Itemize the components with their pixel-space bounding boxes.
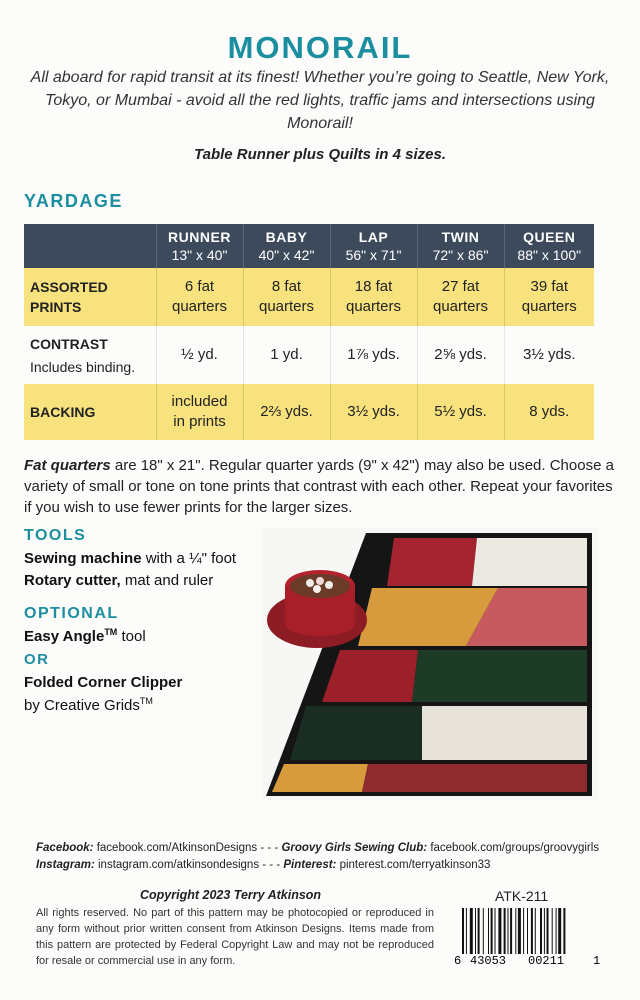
sku-label: ATK-211 xyxy=(495,888,549,904)
barcode-bar xyxy=(552,908,553,954)
barcode-bar xyxy=(475,908,476,954)
barcode-right-digit: 1 xyxy=(593,954,601,966)
barcode-bar xyxy=(518,908,521,954)
column-header: BABY 40" x 42" xyxy=(243,224,330,268)
barcode-bar xyxy=(531,908,533,954)
or-label: OR xyxy=(24,651,50,668)
barcode-left-digit: 6 xyxy=(454,954,462,966)
barcode-bar xyxy=(563,908,565,954)
yardage-table xyxy=(24,224,594,440)
table-runner-photo xyxy=(262,528,598,800)
barcode-bar xyxy=(515,908,516,954)
table-cell: ½ yd. xyxy=(156,326,243,384)
row-header: ASSORTED PRINTS xyxy=(24,268,156,326)
barcode-bar xyxy=(558,908,561,954)
table-cell: 27 fat quarters xyxy=(417,268,504,326)
tool-rotary-cutter: Rotary cutter, mat and ruler xyxy=(24,572,214,589)
facebook-link[interactable]: facebook.com/AtkinsonDesigns - - - xyxy=(93,842,282,854)
barcode-bar xyxy=(495,908,496,954)
table-cell: 5½ yds. xyxy=(417,384,504,440)
table-row xyxy=(24,384,594,440)
barcode-bar xyxy=(547,908,549,954)
barcode-bar xyxy=(504,908,506,954)
optional-corner-clipper: Folded Corner Clipper xyxy=(24,674,183,691)
table-cell: 2⅝ yds. xyxy=(417,326,504,384)
column-header: RUNNER 13" x 40" xyxy=(156,224,243,268)
fat-quarters-note xyxy=(24,455,614,518)
column-header: TWIN 72" x 86" xyxy=(417,224,504,268)
barcode-group-2: 00211 xyxy=(528,954,565,966)
row-header: CONTRAST Includes binding. xyxy=(24,326,156,384)
fat-quarters-term: Fat quarters xyxy=(24,457,111,474)
pinterest-link[interactable]: pinterest.com/terryatkinson33 xyxy=(336,859,491,871)
barcode-bar xyxy=(498,908,501,954)
table-cell: 6 fat quarters xyxy=(156,268,243,326)
barcode-bar xyxy=(556,908,557,954)
yardage-heading: YARDAGE xyxy=(24,191,123,211)
pattern-title: MONORAIL xyxy=(227,30,413,65)
fat-quarters-text: are 18" x 21". Regular quarter yards (9" x 42") may also be used. Choose a variety of small or tone on tone prints that contrast with each other. Repeat your favorites if you wish to use fewer prints for the larger sizes. xyxy=(24,457,614,516)
barcode-bar xyxy=(488,908,489,954)
barcode-bar xyxy=(508,908,509,954)
table-cell: 3½ yds. xyxy=(504,326,594,384)
instagram-link[interactable]: instagram.com/atkinsondesigns - - - xyxy=(94,859,284,871)
table-cell: 2⅔ yds. xyxy=(243,384,330,440)
social-links xyxy=(36,840,599,874)
table-cell: 8 yds. xyxy=(504,384,594,440)
barcode-bar xyxy=(535,908,536,954)
table-cell: 39 fat quarters xyxy=(504,268,594,326)
copyright-text: All rights reserved. No part of this pattern may be photocopied or reproduced in any form without prior written consent from Atkinson Designs. Items made from this pattern are protected by Federal Copyright Law and may not be reproduced for resale or commercial use in any form. xyxy=(36,907,434,967)
barcode-bar xyxy=(527,908,528,954)
barcode-bar xyxy=(478,908,480,954)
row-header: BACKING xyxy=(24,384,156,440)
table-row xyxy=(24,268,594,326)
barcode-bar xyxy=(510,908,512,954)
copyright-title: Copyright 2023 Terry Atkinson xyxy=(140,888,322,902)
barcode-bar xyxy=(544,908,545,954)
tool-sewing-machine: Sewing machine with a ¼" foot xyxy=(24,550,237,567)
table-header-row xyxy=(24,224,594,268)
barcode-bar xyxy=(491,908,493,954)
barcode-bar xyxy=(466,908,467,954)
column-header: LAP 56" x 71" xyxy=(330,224,417,268)
table-cell: 18 fat quarters xyxy=(330,268,417,326)
barcode-bar xyxy=(540,908,542,954)
table-cell: included in prints xyxy=(156,384,243,440)
barcode-bar xyxy=(483,908,484,954)
table-cell: 3½ yds. xyxy=(330,384,417,440)
barcode-bar xyxy=(470,908,473,954)
tools-heading: TOOLS xyxy=(24,527,87,544)
barcode-group-1: 43053 xyxy=(470,954,507,966)
barcode xyxy=(452,906,602,966)
groovy-girls-link[interactable]: facebook.com/groups/groovygirls xyxy=(427,842,600,854)
corner-cell xyxy=(24,224,156,268)
intro-text: All aboard for rapid transit at its finest! Whether you’re going to Seattle, New York, Tokyo, or Mumbai - avoid all the red lights, traffic jams and intersections using Monorail! xyxy=(30,69,610,132)
column-header: QUEEN 88" x 100" xyxy=(504,224,594,268)
table-cell: 1 yd. xyxy=(243,326,330,384)
optional-easy-angle: Easy Angle™ tool xyxy=(24,627,146,645)
table-cell: 1⅞ yds. xyxy=(330,326,417,384)
subheading: Table Runner plus Quilts in 4 sizes. xyxy=(194,146,446,163)
social-line-2: Instagram: instagram.com/atkinsondesigns - - - Pinterest: pinterest.com/terryatkinson33 xyxy=(36,859,491,871)
optional-heading: OPTIONAL xyxy=(24,605,119,622)
table-cell: 8 fat quarters xyxy=(243,268,330,326)
social-line-1: Facebook: facebook.com/AtkinsonDesigns - - - Groovy Girls Sewing Club: facebook.com/groups/groovygirls xyxy=(36,842,600,854)
barcode-bar xyxy=(523,908,524,954)
table-row xyxy=(24,326,594,384)
barcode-bar xyxy=(462,908,464,954)
optional-creative-grids: by Creative Grids™ xyxy=(24,696,153,714)
